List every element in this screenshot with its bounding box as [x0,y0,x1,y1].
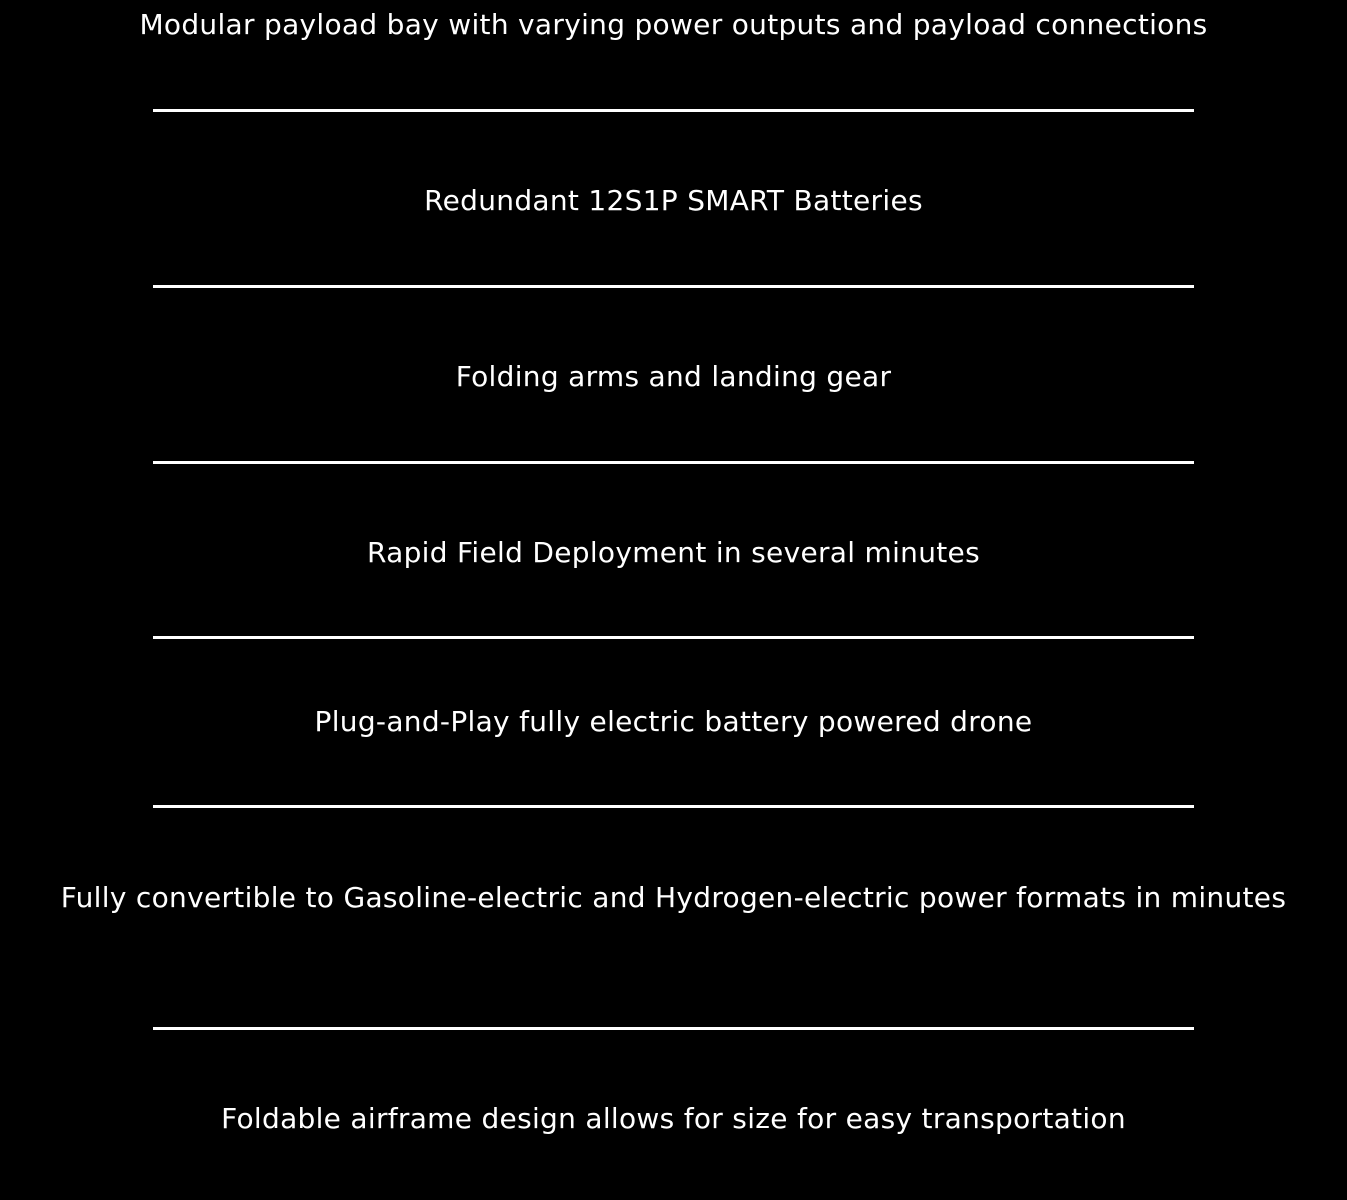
divider [153,636,1194,639]
feature-foldable-airframe: Foldable airframe design allows for size for easy transportation [221,1102,1126,1135]
feature-power-conversion: Fully convertible to Gasoline-electric and Hydrogen-electric power formats in minutes [60,881,1287,914]
feature-redundant-batteries: Redundant 12S1P SMART Batteries [424,184,923,217]
feature-folding-arms: Folding arms and landing gear [455,360,892,393]
divider [153,109,1194,112]
divider [153,1027,1194,1030]
divider [153,805,1194,808]
divider [153,285,1194,288]
feature-rapid-deployment: Rapid Field Deployment in several minutes [367,536,980,569]
feature-plug-and-play: Plug-and-Play fully electric battery powered drone [314,705,1033,738]
divider [153,461,1194,464]
feature-payload-bay: Modular payload bay with varying power outputs and payload connections [139,8,1208,41]
